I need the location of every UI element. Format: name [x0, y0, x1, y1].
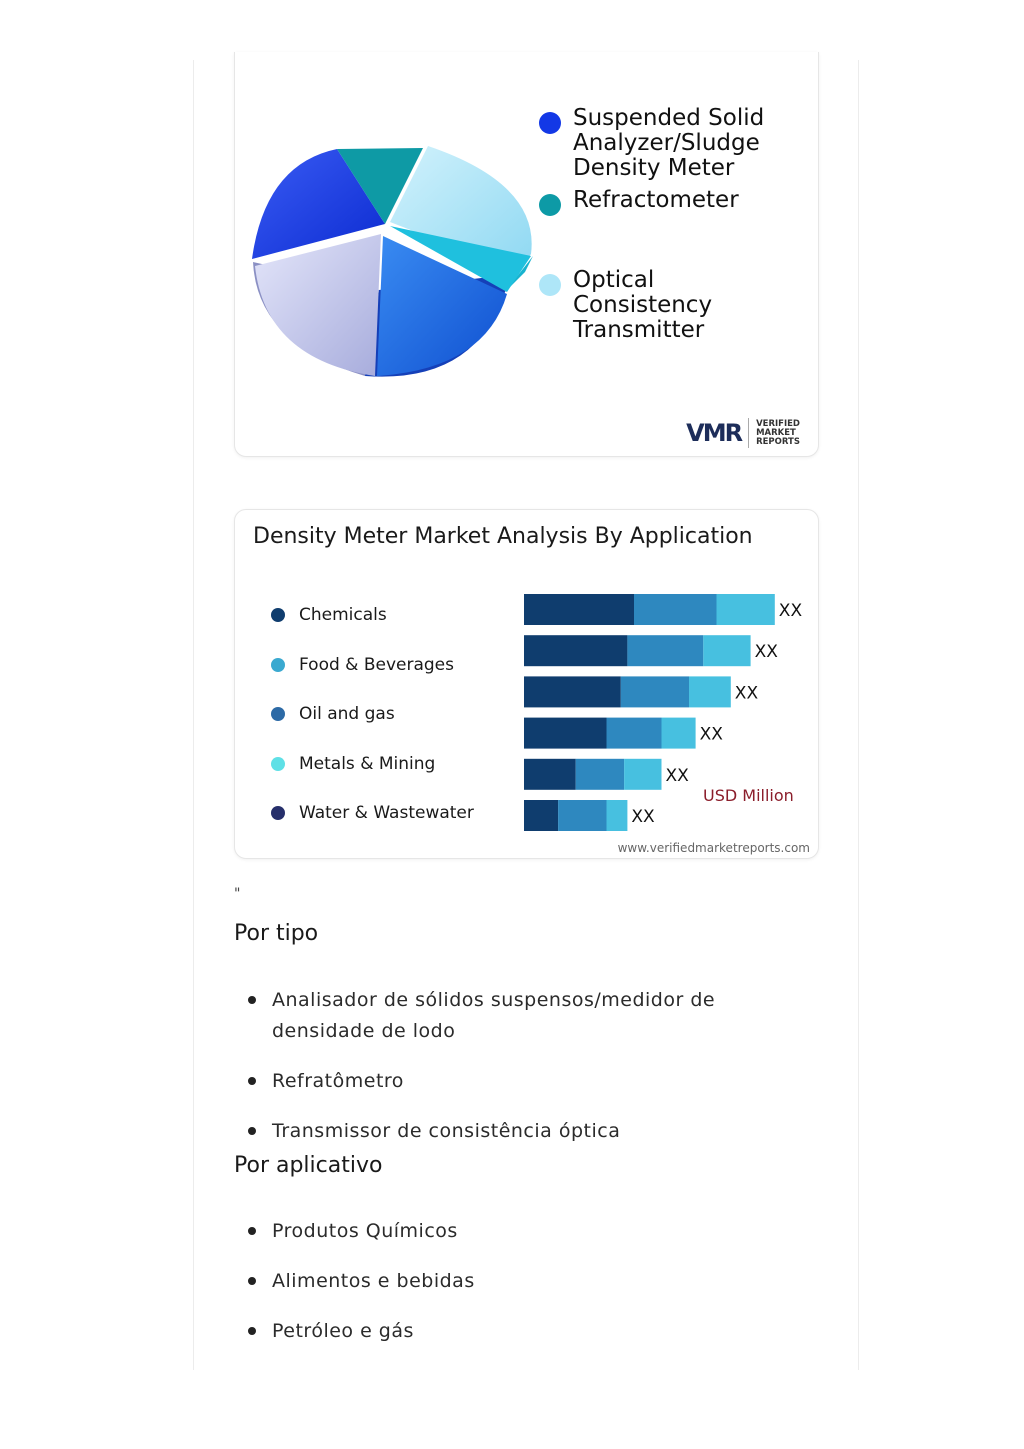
list-item: Transmissor de consistência óptica — [248, 1116, 828, 1147]
unit-label: USD Million — [703, 786, 794, 805]
bullet-dot — [248, 1127, 256, 1135]
bar-value-label: XX — [754, 642, 778, 663]
bar-segment — [689, 676, 731, 707]
section-title-por-aplicativo: Por aplicativo — [234, 1153, 383, 1178]
quote-mark: " — [234, 886, 241, 902]
list-item: Alimentos e bebidas — [248, 1266, 828, 1297]
logo-wordmark: VERIFIED MARKET REPORTS — [756, 418, 800, 447]
bar-segment — [524, 759, 576, 790]
bar-segment — [524, 635, 627, 666]
legend-dot — [271, 806, 285, 820]
bullet-dot — [248, 1077, 256, 1085]
vmr-logo — [686, 418, 800, 448]
bar-value-label: XX — [631, 807, 655, 827]
bar-segment — [607, 800, 628, 831]
legend-dot — [271, 707, 285, 721]
legend-item-metals-mining — [271, 754, 435, 774]
bar-segment — [607, 718, 662, 749]
legend-dot — [271, 608, 285, 622]
legend-item-food-beverages — [271, 655, 454, 675]
stacked-bar-chart — [524, 594, 824, 844]
legend-item-water-wastewater — [271, 803, 474, 823]
legend-dot — [539, 274, 561, 296]
list-item: Petróleo e gás — [248, 1316, 828, 1347]
bar-chart-card — [234, 509, 819, 859]
bar-segment — [524, 594, 634, 625]
source-url: www.verifiedmarketreports.com — [617, 841, 810, 855]
bar-segment — [634, 594, 717, 625]
bar-segment — [621, 676, 689, 707]
legend-label: Food & Beverages — [299, 654, 454, 675]
legend-item-suspended-solid — [539, 106, 783, 181]
pie-chart-card — [234, 52, 819, 457]
bar-segment — [558, 800, 606, 831]
legend-label: Refractometer — [573, 187, 739, 213]
bar-segment — [717, 594, 775, 625]
legend-dot — [271, 757, 285, 771]
bar-segment — [624, 759, 661, 790]
list-item: Produtos Químicos — [248, 1216, 828, 1247]
chart-title: Density Meter Market Analysis By Application — [253, 524, 753, 549]
legend-label: Optical Consistency Transmitter — [573, 267, 713, 343]
bullet-dot — [248, 1277, 256, 1285]
bar-value-label: XX — [699, 724, 723, 745]
section-title-por-tipo: Por tipo — [234, 921, 319, 946]
legend-label: Water & Wastewater — [299, 803, 474, 823]
logo-mark: VMR — [686, 419, 742, 447]
list-item: Analisador de sólidos suspensos/medidor de densidade de lodo — [248, 985, 828, 1047]
pie-chart — [245, 144, 555, 404]
legend-item-refractometer — [539, 188, 783, 216]
legend-label: Suspended Solid Analyzer/Sludge Density Meter — [573, 105, 765, 181]
pie-slice-lavender — [255, 234, 381, 376]
bullet-dot — [248, 1327, 256, 1335]
list-item: Refratômetro — [248, 1066, 828, 1097]
bar-segment — [662, 718, 696, 749]
bar-segment — [627, 635, 703, 666]
logo-separator — [748, 418, 749, 448]
bar-value-label: XX — [665, 765, 689, 786]
legend-dot — [539, 194, 561, 216]
bullet-dot — [248, 996, 256, 1004]
legend-item-optical-consistency — [539, 268, 783, 343]
bar-segment — [524, 676, 621, 707]
bar-value-label: XX — [778, 601, 803, 621]
bar-value-label: XX — [734, 683, 759, 704]
bar-segment — [524, 718, 607, 749]
bullet-dot — [248, 1227, 256, 1235]
bar-segment — [576, 759, 624, 790]
bar-segment — [703, 635, 750, 666]
legend-dot — [539, 112, 561, 134]
legend-item-oil-and-gas — [271, 704, 395, 724]
bar-segment — [524, 800, 558, 831]
legend-dot — [271, 658, 285, 672]
legend-item-chemicals — [271, 605, 387, 625]
legend-label: Oil and gas — [299, 704, 395, 724]
legend-label: Metals & Mining — [299, 753, 436, 774]
legend-label: Chemicals — [299, 605, 387, 625]
